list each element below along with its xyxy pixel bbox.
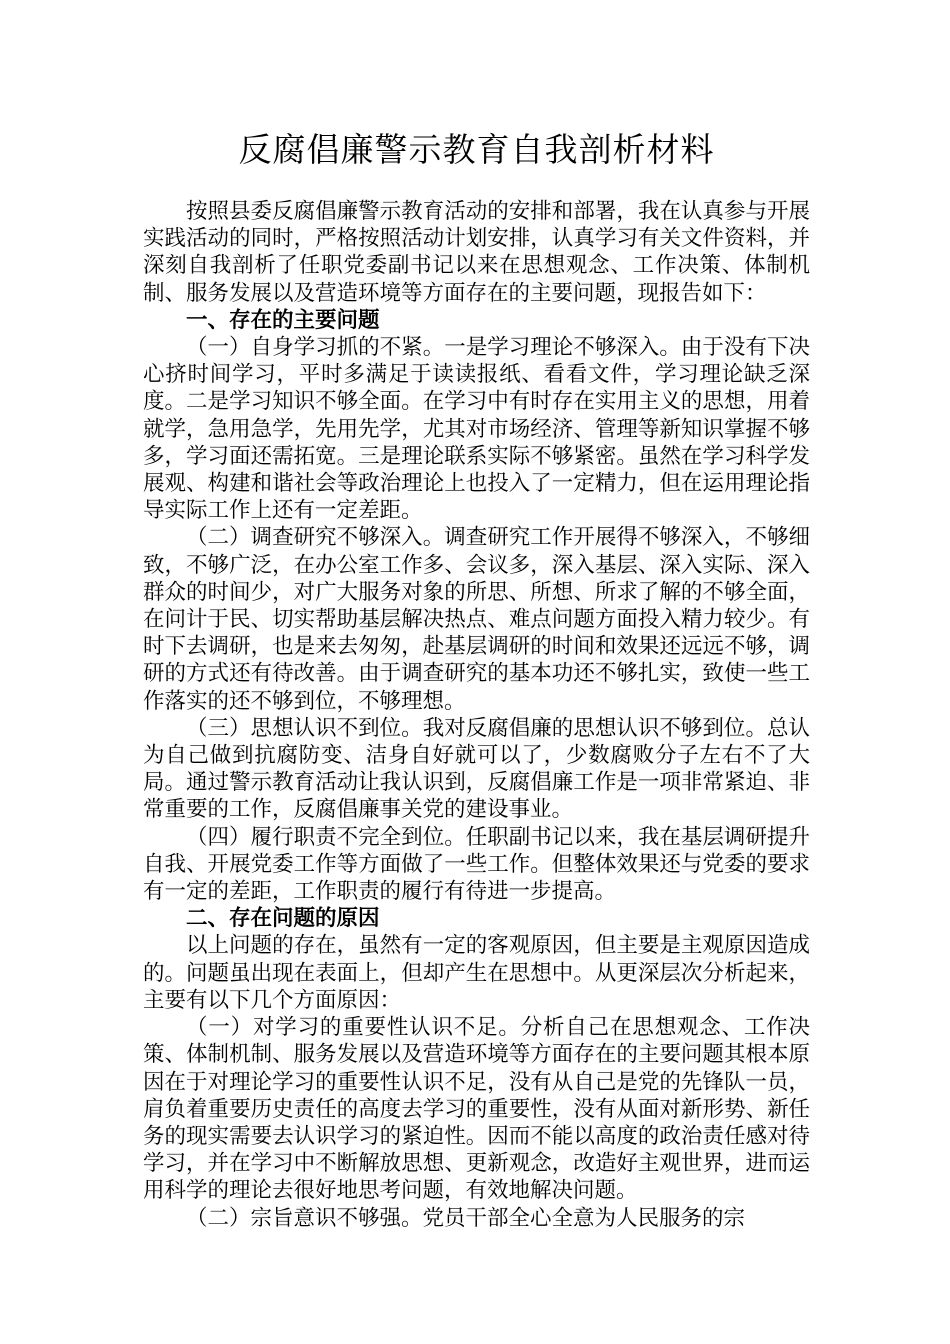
problem-paragraph-4: （四）履行职责不完全到位。任职副书记以来，我在基层调研提升自我、开展党委工作等方面做了一些工作。但整体效果还与党委的要求有一定的差距，工作职责的履行有待进一步提高。 — [143, 824, 810, 905]
problem-paragraph-2: （二）调查研究不够深入。调查研究工作开展得不够深入，不够细致，不够广泛，在办公室工作多、会议多，深入基层、深入实际、深入群众的时间少，对广大服务对象的所思、所想、所求了解的不够全面，在问计于民、切实帮助基层解决热点、难点问题方面投入精力较少。有时下去调研，也是来去匆匆，赴基层调研的时间和效果还远远不够，调研的方式还有待改善。由于调查研究的基本功还不够扎实，致使一些工作落实的还不够到位，不够理想。 — [143, 525, 810, 714]
document-title: 反腐倡廉警示教育自我剖析材料 — [238, 130, 715, 169]
problem-paragraph-1: （一）自身学习抓的不紧。一是学习理论不够深入。由于没有下决心挤时间学习，平时多满足于读读报纸、看看文件，学习理论缺乏深度。二是学习知识不够全面。在学习中有时存在实用主义的思想，用着就学，急用急学，先用先学，尤其对市场经济、管理等新知识掌握不够多，学习面还需拓宽。三是理论联系实际不够紧密。虽然在学习科学发展观、构建和谐社会等政治理论上也投入了一定精力，但在运用理论指导实际工作上还有一定差距。 — [143, 335, 810, 524]
problem-paragraph-3: （三）思想认识不到位。我对反腐倡廉的思想认识不够到位。总认为自己做到抗腐防变、洁身自好就可以了，少数腐败分子左右不了大局。通过警示教育活动让我认识到，反腐倡廉工作是一项非常紧迫、非常重要的工作，反腐倡廉事关党的建设事业。 — [143, 715, 810, 823]
section-heading-causes: 二、存在问题的原因 — [186, 906, 380, 932]
document-body — [143, 198, 810, 1232]
cause-paragraph-1: 以上问题的存在，虽然有一定的客观原因，但主要是主观原因造成的。问题虽出现在表面上，但却产生在思想中。从更深层次分析起来，主要有以下几个方面原因： — [143, 933, 810, 1013]
cause-paragraph-2: （一）对学习的重要性认识不足。分析自己在思想观念、工作决策、体制机制、服务发展以及营造环境等方面存在的主要问题其根本原因在于对理论学习的重要性认识不足，没有从自己是党的先锋队一员，肩负着重要历史责任的高度去学习的重要性，没有从面对新形势、新任务的现实需要去认识学习的紧迫性。因而不能以高度的政治责任感对待学习，并在学习中不断解放思想、更新观念，改造好主观世界，进而运用科学的理论去很好地思考问题，有效地解决问题。 — [143, 1015, 810, 1204]
section-heading-problems: 一、存在的主要问题 — [186, 307, 380, 333]
cause-paragraph-3: （二）宗旨意识不够强。党员干部全心全意为人民服务的宗 — [186, 1205, 746, 1231]
intro-paragraph: 按照县委反腐倡廉警示教育活动的安排和部署，我在认真参与开展实践活动的同时，严格按照活动计划安排，认真学习有关文件资料，并深刻自我剖析了任职党委副书记以来在思想观念、工作决策、体制机制、服务发展以及营造环境等方面存在的主要问题，现报告如下： — [143, 199, 810, 306]
